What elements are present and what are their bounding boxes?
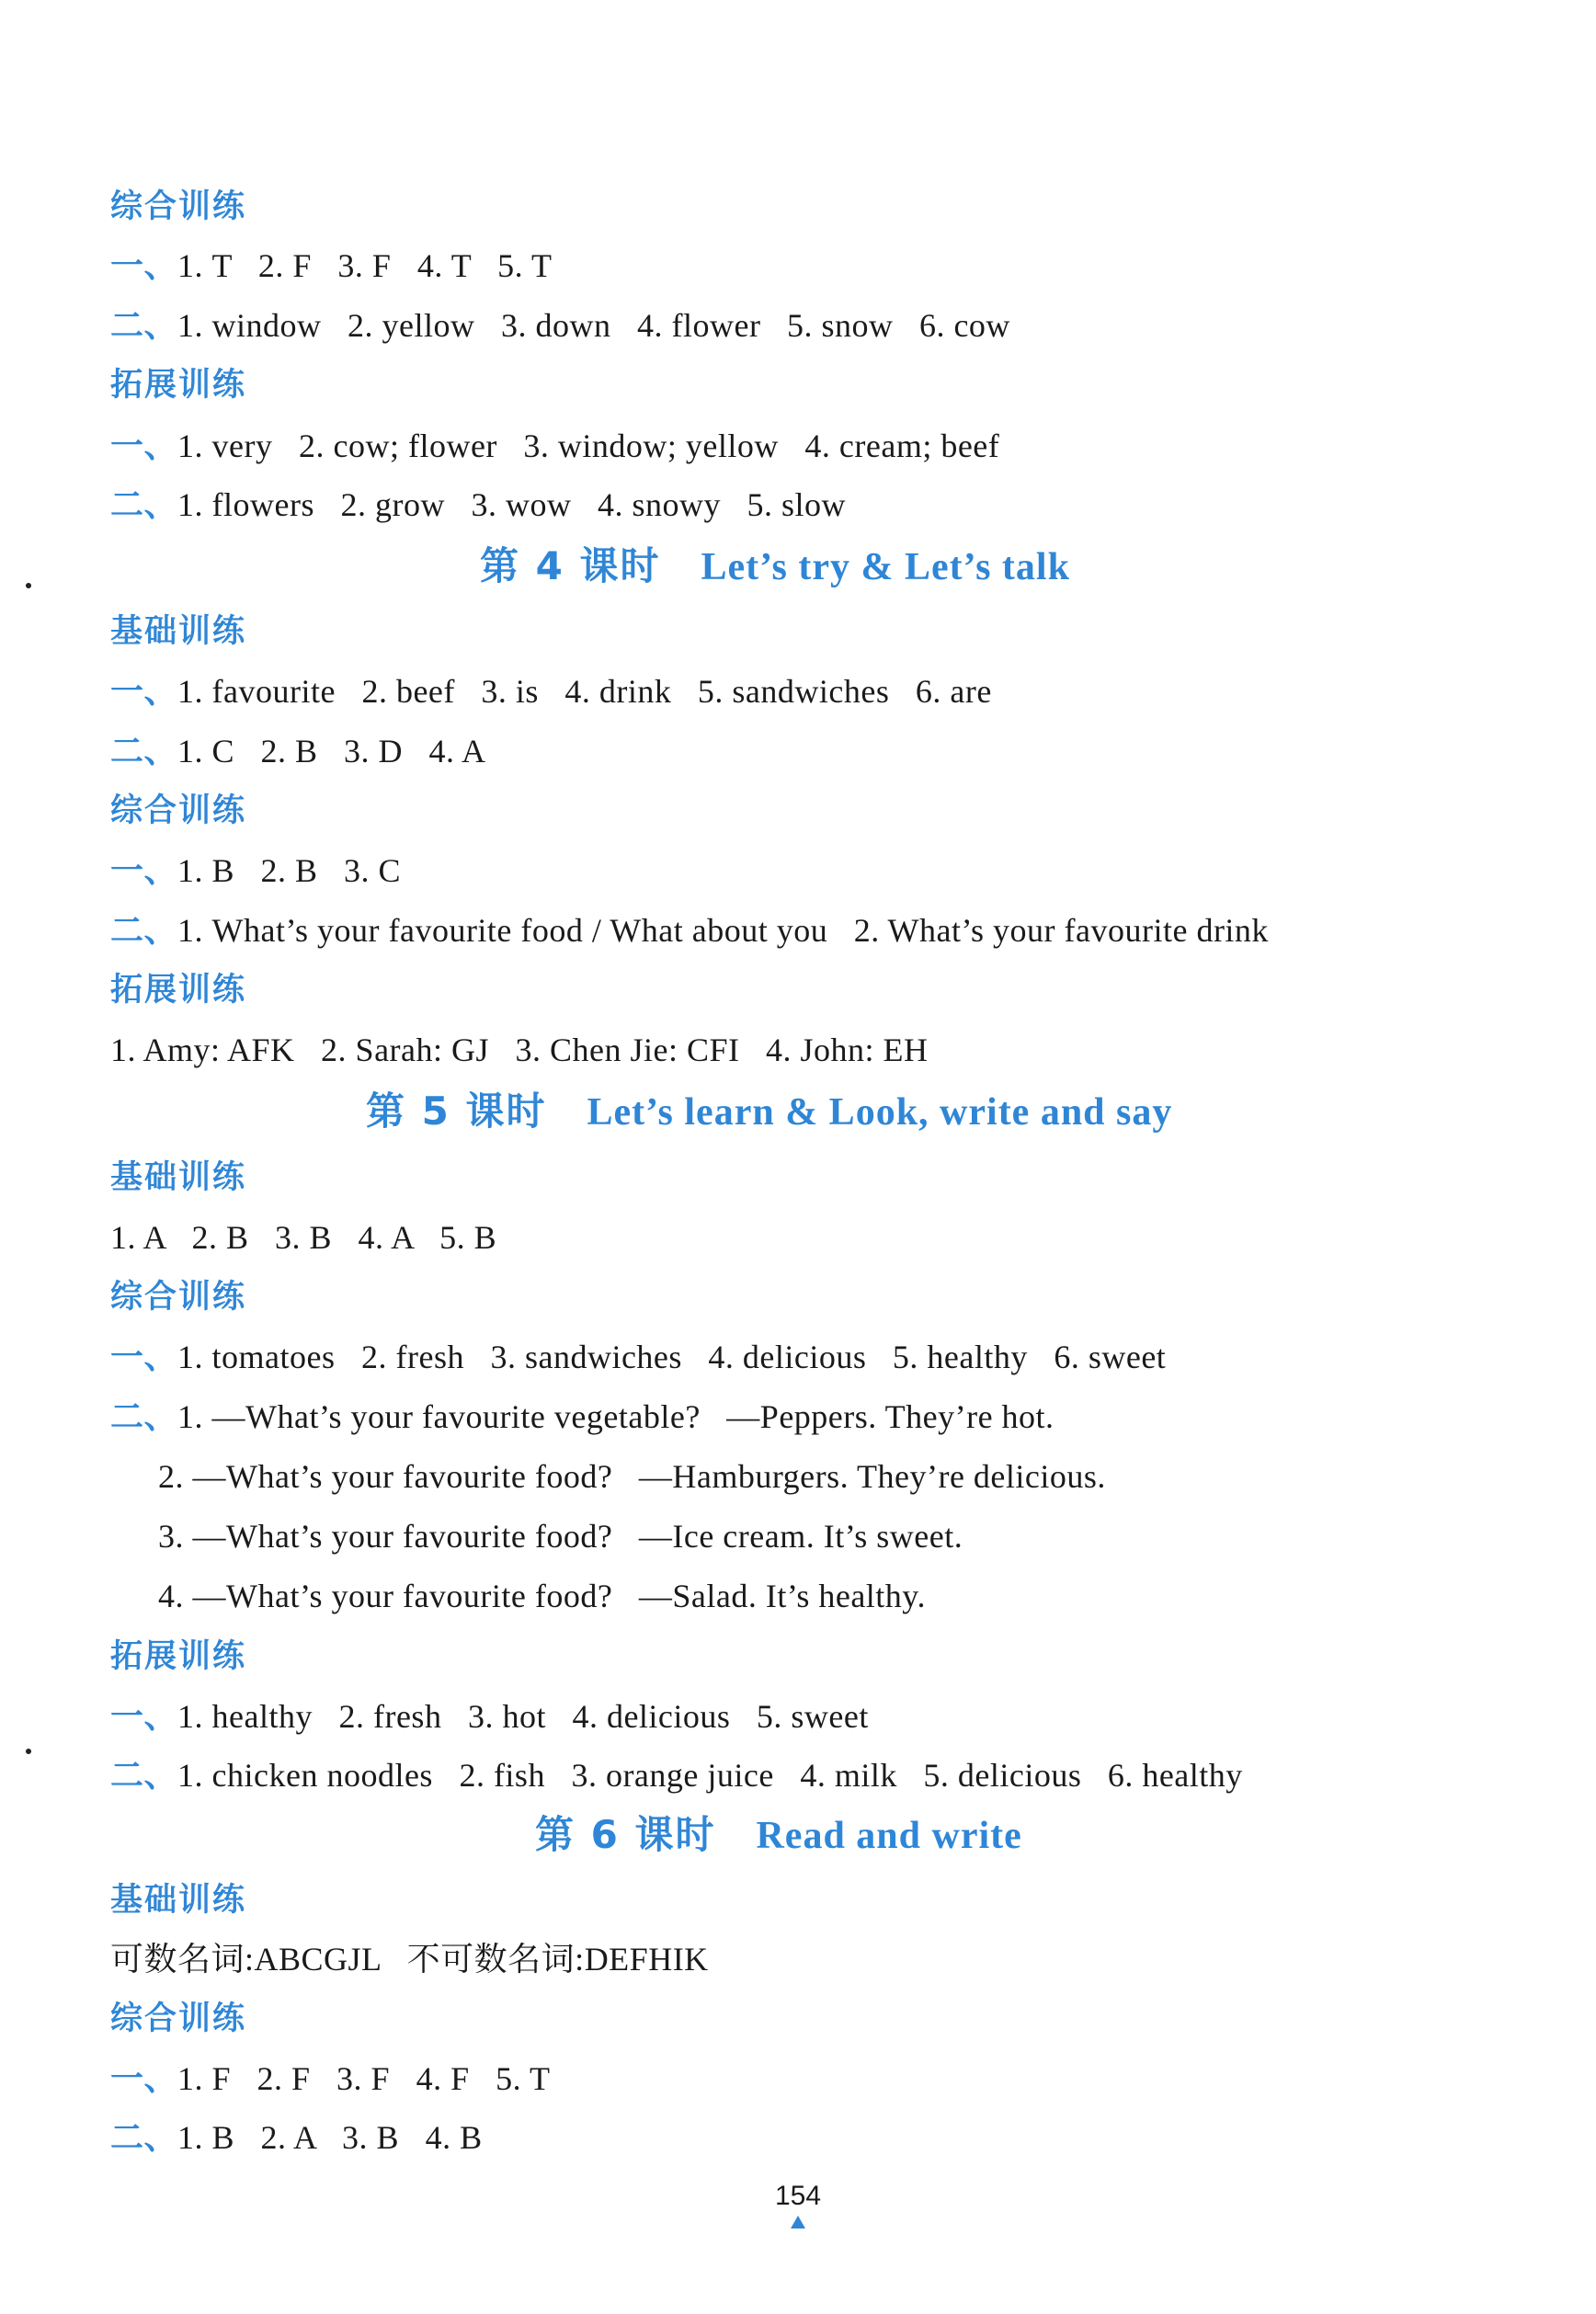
lesson-name: Let’s learn & Look, write and say (587, 1091, 1173, 1134)
question-group-marker: 二、 (110, 307, 178, 345)
question-group-marker: 一、 (110, 1339, 178, 1376)
section-heading: 综合训练 (110, 2001, 247, 2037)
answer-text: 1. B 2. B 3. C (177, 852, 402, 889)
answer-line (110, 1214, 496, 1260)
lesson-title (535, 1809, 1022, 1862)
answer-line (110, 907, 1269, 954)
answer-text: 可数名词:ABCGJL 不可数名词:DEFHIK (110, 1941, 709, 1978)
section-heading: 综合训练 (110, 792, 247, 829)
answer-text: 1. Amy: AFK 2. Sarah: GJ 3. Chen Jie: CFI 4. John: EH (110, 1032, 929, 1068)
answer-line (110, 1394, 1054, 1441)
section-heading: 拓展训练 (110, 972, 247, 1009)
question-group-marker: 二、 (110, 1757, 178, 1795)
answer-text: 1. window 2. yellow 3. down 4. flower 5. snow 6. cow (177, 307, 1010, 344)
section-heading: 基础训练 (110, 1159, 247, 1196)
answer-text: 1. very 2. cow; flower 3. window; yellow 4. cream; beef (177, 427, 1000, 464)
question-group-marker: 一、 (110, 673, 178, 711)
page-number: 154 (774, 2181, 822, 2211)
scan-speck (26, 1749, 31, 1754)
answer-subline: 3. —What’s your favourite food? —Ice cream. It’s sweet. (158, 1518, 963, 1555)
answer-subline: 4. —What’s your favourite food? —Salad. It’s healthy. (158, 1578, 926, 1614)
answer-line (110, 482, 846, 529)
question-group-marker: 二、 (110, 486, 178, 524)
answer-line (110, 2115, 483, 2161)
answer-line (110, 1334, 1166, 1381)
question-group-marker: 一、 (110, 427, 178, 465)
section-heading: 综合训练 (110, 1279, 247, 1316)
answer-line (110, 302, 1010, 349)
lesson-number: 第 5 课时 (366, 1089, 547, 1134)
answer-line (110, 728, 486, 775)
section-heading: 基础训练 (110, 1882, 247, 1919)
question-group-marker: 一、 (110, 1698, 178, 1736)
question-group-marker: 二、 (110, 733, 178, 770)
answer-text: 1. healthy 2. fresh 3. hot 4. delicious 5. sweet (177, 1698, 869, 1735)
question-group-marker: 一、 (110, 2060, 178, 2098)
question-group-marker: 二、 (110, 2119, 178, 2157)
section-heading: 拓展训练 (110, 1638, 247, 1675)
answer-subline: 2. —What’s your favourite food? —Hamburgers. They’re delicious. (158, 1458, 1106, 1495)
answer-text: 1. F 2. F 3. F 4. F 5. T (177, 2060, 551, 2097)
answer-text: 1. flowers 2. grow 3. wow 4. snowy 5. slow (177, 486, 846, 523)
answer-line (110, 243, 552, 290)
answer-text: 1. T 2. F 3. F 4. T 5. T (177, 247, 553, 284)
lesson-number: 第 4 课时 (480, 543, 661, 588)
question-group-marker: 二、 (110, 912, 178, 950)
answer-text: 1. favourite 2. beef 3. is 4. drink 5. sandwiches 6. are (177, 673, 992, 710)
lesson-title (366, 1086, 1172, 1138)
answer-line (110, 848, 401, 895)
answer-text: 1. B 2. A 3. B 4. B (177, 2119, 483, 2156)
section-heading: 基础训练 (110, 613, 247, 650)
triangle-up-icon (791, 2216, 805, 2229)
answer-line (110, 1936, 709, 1982)
section-heading: 拓展训练 (110, 367, 247, 404)
answer-line (110, 423, 999, 470)
lesson-name: Let’s try & Let’s talk (701, 546, 1070, 588)
section-heading: 综合训练 (110, 188, 247, 225)
lesson-number: 第 6 课时 (535, 1812, 716, 1857)
lesson-title (480, 541, 1070, 593)
answer-line (110, 1693, 869, 1740)
answer-text: 1. What’s your favourite food / What about you 2. What’s your favourite drink (177, 912, 1269, 949)
question-group-marker: 一、 (110, 852, 178, 890)
answer-text: 1. tomatoes 2. fresh 3. sandwiches 4. delicious 5. healthy 6. sweet (177, 1339, 1167, 1375)
answer-line (110, 1027, 929, 1073)
answer-text: 1. A 2. B 3. B 4. A 5. B (110, 1219, 497, 1256)
answer-text: 1. chicken noodles 2. fish 3. orange juice 4. milk 5. delicious 6. healthy (177, 1757, 1243, 1794)
answer-line (110, 668, 992, 715)
page-footer (0, 2181, 1596, 2233)
answer-text: 1. C 2. B 3. D 4. A (177, 733, 486, 769)
answer-text: 1. —What’s your favourite vegetable? —Peppers. They’re hot. (177, 1398, 1054, 1435)
lesson-name: Read and write (756, 1815, 1022, 1857)
answer-line (110, 2056, 550, 2103)
question-group-marker: 二、 (110, 1398, 178, 1436)
scan-speck (26, 583, 31, 588)
question-group-marker: 一、 (110, 247, 178, 285)
answer-line (110, 1752, 1243, 1799)
